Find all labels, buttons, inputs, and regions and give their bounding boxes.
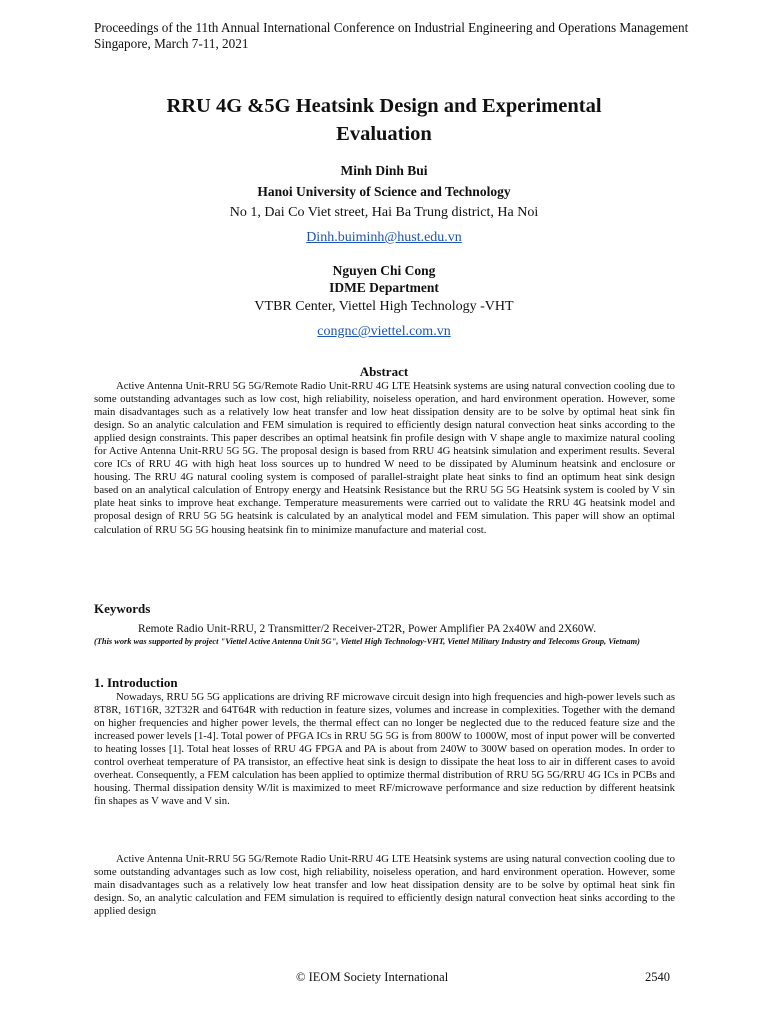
abstract-heading: Abstract [359,364,409,379]
page-number: 2540 [645,970,670,984]
introduction-paragraph-2: Active Antenna Unit-RRU 5G 5G/Remote Radio Unit-RRU 4G LTE Heatsink systems are using natural convection cooling due to some outstanding advantages such as low cost, high reliability, noiseless operation, and hard environment operation. However, some main disadvantages such as a relatively low heat transfer and low heat dissipation density are to be solve by optimal heat sink fin design. So, an analytic calculation and FEM simulation is required to efficiently design natural convection heat sinks according to the applied design [94,853,675,918]
author-1-name: Minh Dinh Bui [340,163,428,178]
author-2-name: Nguyen Chi Cong [332,263,436,278]
title-line-1: RRU 4G &5G Heatsink Design and Experimental [166,95,602,117]
footer-copyright: © IEOM Society International [296,970,449,984]
keywords-text: Remote Radio Unit-RRU, 2 Transmitter/2 Receiver-2T2R, Power Amplifier PA 2x40W and 2X60W. [138,623,597,635]
proceedings-line-1: Proceedings of the 11th Annual International Conference on Industrial Engineering and Operations Management [94,20,689,35]
proceedings-header [94,20,768,52]
author-2-email-wrap [0,322,768,340]
paper-title [0,92,768,148]
title-line-2: Evaluation [336,123,432,145]
abstract-text: Active Antenna Unit-RRU 5G 5G/Remote Radio Unit-RRU 4G LTE Heatsink systems are using natural convection cooling due to some outstanding advantages such as low cost, high reliability, noiseless operation, and hard environment operation. However, some main disadvantages such as a relatively low heat transfer and low heat dissipation density are to be solve by optimal heat sink fin design. So an analytic calculation and FEM simulation is required to efficiently design natural convection heat sinks according to the applied design constraints. This paper describes an optimal heatsink fin profile design with V shape angle to maximize natural cooling for Active Antenna Unit-RRU 5G 5G. The proposal design is based from RRU 4G heatsink simulation and experiment results. Several core ICs of RRU 4G with high heat loss sources up to hundred W need to be dissipated by Aluminum heatsink and enclosure or housing. The RRU 4G natural cooling system is composed of parallel-straight plate heat sinks to find an optimum heat sink design based on an analytical calculation of Entropy energy and Heatsink Resistance but the RRU 5G 5G Heatsink system is cooled by V sin plate heat sinks to improve heat exchange. Temperature measurements were carried out to validate the RRU 4G heatsink model and proposal design of RRU 5G 5G heatsink is calculated by an analytical model and FEM simulation. This paper will show an optimal calculation of RRU 5G 5G housing heatsink fin to minimize manufacture and material cost. [94,380,675,536]
introduction-paragraph-1: Nowadays, RRU 5G 5G applications are driving RF microwave circuit design into high frequencies and high-power levels such as 8T8R, 16T16R, 32T32R and 64T64R with reduction in feature sizes, volumes and increase in complexities. Together with the demand on higher frequencies and higher power levels, the thermal effect can no longer be neglected due to the reduced feature size and the increased power levels [1-4]. Total power of PFGA ICs in RRU 5G 5G is from 800W to 1000W, most of input power will be converted to heating losses [1]. Total heat losses of RRU 4G FPGA and PA is about from 240W to 300W based on operation modes. In order to control overheat temperature of PA transistor, an effective heat sink is design to dissipate the heat loss to air in different cases to avoid overheat. Consequently, a FEM calculation has been applied to optimize thermal distribution of RRU 5G 5G/RRU 4G ICs in PCBs and housing. Thermal dissipation density W/lit is maximized to meet RF/microwave performance and size reduction by different heatsink fin shapes as V wave and V sin. [94,691,675,808]
author-1-address: No 1, Dai Co Viet street, Hai Ba Trung district, Ha Noi [229,205,539,220]
introduction-heading: 1. Introduction [94,675,178,690]
proceedings-line-2: Singapore, March 7-11, 2021 [94,36,249,51]
author-1-email-wrap [0,228,768,246]
keywords-heading: Keywords [94,601,151,616]
author-2-affiliation: IDME Department [329,280,439,295]
author-1-affiliation: Hanoi University of Science and Technology [257,184,511,199]
author-2-email-link[interactable]: congnc@viettel.com.vn [317,324,451,339]
author-1-email-link[interactable]: Dinh.buiminh@hust.edu.vn [306,230,462,245]
author-2-address: VTBR Center, Viettel High Technology -VHT [254,299,514,314]
funding-note: (This work was supported by project "Viettel Active Antenna Unit 5G", Viettel High Technology-VHT, Viettel Military Industry and Telecoms Group, Vietnam) [94,637,640,646]
